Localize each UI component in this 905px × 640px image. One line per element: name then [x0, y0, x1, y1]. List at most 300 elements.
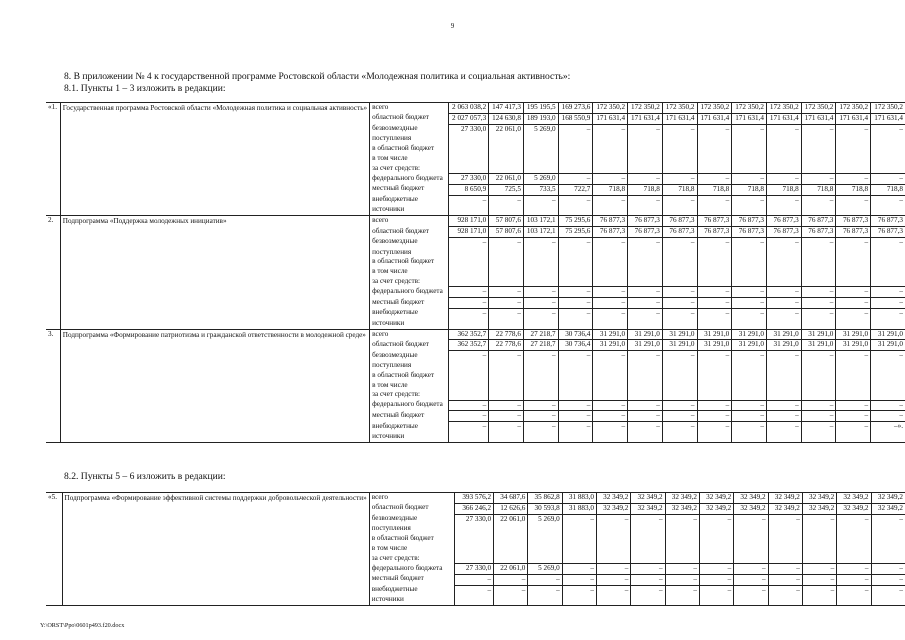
value-cell: –: [662, 422, 697, 432]
empty-cell: [768, 554, 802, 564]
funding-source-label: всего: [370, 329, 449, 340]
value-cell: –».: [871, 422, 905, 432]
empty-cell: [732, 390, 767, 400]
value-cell: 32 349,2: [699, 493, 733, 504]
empty-cell: [489, 381, 524, 391]
value-cell: –: [448, 195, 488, 205]
empty-cell: [662, 361, 697, 371]
value-cell: 22 061,0: [494, 564, 528, 575]
empty-cell: [697, 371, 732, 381]
value-cell: 32 349,2: [631, 493, 665, 504]
empty-cell: [766, 361, 801, 371]
value-cell: 171 631,4: [766, 113, 801, 124]
value-cell: 76 877,3: [593, 216, 628, 227]
empty-cell: [836, 319, 871, 329]
empty-cell: [558, 164, 593, 174]
value-cell: –: [801, 308, 836, 318]
empty-cell: [593, 144, 628, 154]
empty-cell: [558, 371, 593, 381]
funding-source-label: поступления: [370, 361, 449, 371]
value-cell: 76 877,3: [766, 227, 801, 238]
empty-cell: [732, 432, 767, 442]
value-cell: –: [558, 287, 593, 298]
empty-cell: [523, 205, 558, 215]
value-cell: –: [628, 195, 663, 205]
value-cell: 31 291,0: [697, 340, 732, 351]
value-cell: –: [766, 308, 801, 318]
empty-cell: [836, 381, 871, 391]
empty-cell: [455, 544, 494, 554]
value-cell: 32 349,2: [631, 503, 665, 514]
empty-cell: [523, 381, 558, 391]
value-cell: 76 877,3: [732, 227, 767, 238]
empty-cell: [593, 361, 628, 371]
value-cell: 172 350,2: [732, 103, 767, 114]
funding-source-label: областной бюджет: [370, 340, 449, 351]
program-name: Государственная программа Ростовской области «Молодежная политика и социальная активность»: [60, 103, 369, 216]
empty-cell: [628, 432, 663, 442]
value-cell: 147 417,3: [489, 103, 524, 114]
empty-cell: [665, 524, 699, 534]
value-cell: –: [448, 237, 488, 247]
value-cell: –: [801, 124, 836, 134]
value-cell: –: [448, 411, 488, 422]
empty-cell: [662, 381, 697, 391]
value-cell: –: [489, 411, 524, 422]
empty-cell: [801, 267, 836, 277]
value-cell: –: [699, 574, 733, 585]
value-cell: 76 877,3: [801, 227, 836, 238]
value-cell: –: [489, 195, 524, 205]
funding-source-label: в том числе: [370, 267, 449, 277]
empty-cell: [597, 595, 631, 605]
value-cell: –: [562, 514, 596, 524]
empty-cell: [558, 248, 593, 258]
value-cell: 31 291,0: [697, 329, 732, 340]
empty-cell: [523, 390, 558, 400]
value-cell: –: [494, 574, 528, 585]
funding-source-label: местный бюджет: [370, 184, 449, 195]
item-number: 2.: [46, 216, 60, 329]
value-cell: 362 352,7: [448, 329, 488, 340]
empty-cell: [448, 361, 488, 371]
value-cell: 32 349,2: [837, 503, 871, 514]
value-cell: –: [734, 574, 768, 585]
funding-source-label: поступления: [369, 524, 454, 534]
empty-cell: [662, 134, 697, 144]
empty-cell: [631, 534, 665, 544]
empty-cell: [597, 554, 631, 564]
empty-cell: [558, 432, 593, 442]
value-cell: 76 877,3: [628, 227, 663, 238]
empty-cell: [523, 154, 558, 164]
value-cell: –: [801, 422, 836, 432]
value-cell: –: [836, 287, 871, 298]
value-cell: –: [802, 514, 836, 524]
value-cell: 22 061,0: [494, 514, 528, 524]
value-cell: 30 736,4: [558, 329, 593, 340]
table-row: [46, 329, 905, 340]
value-cell: –: [455, 585, 494, 595]
empty-cell: [523, 371, 558, 381]
value-cell: 8 650,9: [448, 184, 488, 195]
value-cell: –: [628, 237, 663, 247]
value-cell: –: [455, 574, 494, 585]
empty-cell: [455, 554, 494, 564]
empty-cell: [448, 319, 488, 329]
value-cell: –: [871, 308, 905, 318]
value-cell: –: [662, 351, 697, 361]
empty-cell: [766, 144, 801, 154]
empty-cell: [628, 257, 663, 267]
value-cell: 31 291,0: [836, 340, 871, 351]
value-cell: –: [836, 411, 871, 422]
empty-cell: [801, 248, 836, 258]
value-cell: –: [837, 514, 871, 524]
value-cell: –: [489, 351, 524, 361]
value-cell: 31 883,0: [562, 503, 596, 514]
empty-cell: [836, 257, 871, 267]
value-cell: –: [837, 574, 871, 585]
empty-cell: [528, 554, 562, 564]
value-cell: –: [697, 400, 732, 411]
empty-cell: [628, 248, 663, 258]
value-cell: –: [766, 400, 801, 411]
empty-cell: [523, 277, 558, 287]
value-cell: 172 350,2: [697, 103, 732, 114]
value-cell: 172 350,2: [662, 103, 697, 114]
empty-cell: [766, 381, 801, 391]
empty-cell: [732, 154, 767, 164]
funding-source-label: поступления: [370, 134, 449, 144]
value-cell: –: [558, 195, 593, 205]
value-cell: –: [662, 400, 697, 411]
value-cell: 103 172,1: [523, 227, 558, 238]
empty-cell: [494, 534, 528, 544]
empty-cell: [697, 361, 732, 371]
subsection-8-1: 8.1. Пункты 1 – 3 изложить в редакции:: [64, 83, 226, 94]
value-cell: 31 291,0: [628, 329, 663, 340]
section-heading: 8. В приложении № 4 к государственной программе Ростовской области «Молодежная политика и социальная активность»:: [64, 71, 571, 82]
value-cell: 103 172,1: [523, 216, 558, 227]
empty-cell: [801, 432, 836, 442]
empty-cell: [801, 205, 836, 215]
value-cell: 32 349,2: [597, 493, 631, 504]
value-cell: –: [871, 514, 905, 524]
empty-cell: [766, 319, 801, 329]
empty-cell: [697, 432, 732, 442]
value-cell: –: [558, 174, 593, 185]
value-cell: 124 630,8: [489, 113, 524, 124]
empty-cell: [628, 164, 663, 174]
value-cell: –: [489, 308, 524, 318]
value-cell: 5 269,0: [528, 514, 562, 524]
value-cell: 75 295,6: [558, 216, 593, 227]
empty-cell: [628, 381, 663, 391]
empty-cell: [558, 154, 593, 164]
funding-source-label: местный бюджет: [369, 574, 454, 585]
funding-source-label: источники: [370, 205, 449, 215]
value-cell: –: [558, 411, 593, 422]
value-cell: –: [628, 174, 663, 185]
value-cell: –: [871, 174, 905, 185]
value-cell: –: [523, 422, 558, 432]
value-cell: –: [665, 585, 699, 595]
empty-cell: [871, 534, 905, 544]
value-cell: –: [837, 564, 871, 575]
empty-cell: [836, 205, 871, 215]
empty-cell: [662, 432, 697, 442]
empty-cell: [489, 267, 524, 277]
empty-cell: [494, 554, 528, 564]
empty-cell: [489, 154, 524, 164]
item-number: 3.: [46, 329, 60, 442]
empty-cell: [836, 267, 871, 277]
empty-cell: [523, 319, 558, 329]
budget-table-items-5-6: [46, 492, 905, 606]
empty-cell: [697, 390, 732, 400]
empty-cell: [631, 544, 665, 554]
empty-cell: [801, 390, 836, 400]
funding-source-label: источники: [369, 595, 454, 605]
empty-cell: [871, 205, 905, 215]
empty-cell: [836, 432, 871, 442]
value-cell: –: [628, 351, 663, 361]
value-cell: –: [697, 308, 732, 318]
value-cell: 189 193,0: [523, 113, 558, 124]
empty-cell: [732, 277, 767, 287]
value-cell: –: [871, 400, 905, 411]
value-cell: –: [732, 124, 767, 134]
empty-cell: [732, 361, 767, 371]
empty-cell: [528, 544, 562, 554]
empty-cell: [766, 267, 801, 277]
empty-cell: [489, 248, 524, 258]
value-cell: –: [528, 585, 562, 595]
value-cell: –: [802, 564, 836, 575]
empty-cell: [455, 524, 494, 534]
value-cell: 34 687,6: [494, 493, 528, 504]
value-cell: –: [871, 124, 905, 134]
empty-cell: [871, 267, 905, 277]
value-cell: –: [523, 400, 558, 411]
value-cell: 76 877,3: [836, 227, 871, 238]
empty-cell: [871, 361, 905, 371]
empty-cell: [455, 534, 494, 544]
table-row: [46, 216, 905, 227]
empty-cell: [766, 154, 801, 164]
value-cell: –: [766, 411, 801, 422]
value-cell: 928 171,0: [448, 216, 488, 227]
empty-cell: [562, 524, 596, 534]
empty-cell: [802, 554, 836, 564]
subsection-8-2: 8.2. Пункты 5 – 6 изложить в редакции:: [64, 471, 226, 482]
value-cell: –: [732, 422, 767, 432]
empty-cell: [489, 319, 524, 329]
funding-source-label: внебюджетные: [369, 585, 454, 595]
value-cell: –: [562, 585, 596, 595]
empty-cell: [489, 361, 524, 371]
empty-cell: [489, 257, 524, 267]
value-cell: –: [593, 351, 628, 361]
empty-cell: [871, 257, 905, 267]
empty-cell: [802, 534, 836, 544]
value-cell: 32 349,2: [768, 503, 802, 514]
empty-cell: [662, 267, 697, 277]
empty-cell: [836, 144, 871, 154]
empty-cell: [628, 371, 663, 381]
value-cell: –: [802, 585, 836, 595]
empty-cell: [448, 205, 488, 215]
value-cell: –: [562, 574, 596, 585]
empty-cell: [768, 534, 802, 544]
empty-cell: [448, 432, 488, 442]
empty-cell: [665, 534, 699, 544]
empty-cell: [593, 267, 628, 277]
value-cell: –: [665, 564, 699, 575]
empty-cell: [448, 390, 488, 400]
empty-cell: [697, 154, 732, 164]
value-cell: 76 877,3: [593, 227, 628, 238]
value-cell: –: [871, 287, 905, 298]
empty-cell: [558, 361, 593, 371]
empty-cell: [871, 154, 905, 164]
value-cell: –: [631, 514, 665, 524]
empty-cell: [628, 361, 663, 371]
empty-cell: [489, 432, 524, 442]
value-cell: –: [631, 574, 665, 585]
value-cell: –: [871, 574, 905, 585]
empty-cell: [597, 544, 631, 554]
value-cell: 76 877,3: [732, 216, 767, 227]
empty-cell: [766, 164, 801, 174]
empty-cell: [558, 381, 593, 391]
value-cell: –: [593, 174, 628, 185]
funding-source-label: за счет средств:: [370, 164, 449, 174]
value-cell: 76 877,3: [697, 227, 732, 238]
value-cell: –: [662, 411, 697, 422]
value-cell: 32 349,2: [665, 503, 699, 514]
value-cell: –: [732, 351, 767, 361]
empty-cell: [631, 554, 665, 564]
empty-cell: [732, 257, 767, 267]
empty-cell: [528, 534, 562, 544]
empty-cell: [766, 248, 801, 258]
value-cell: 27 218,7: [523, 340, 558, 351]
funding-source-label: за счет средств:: [370, 277, 449, 287]
value-cell: –: [628, 124, 663, 134]
value-cell: –: [871, 411, 905, 422]
empty-cell: [697, 381, 732, 391]
value-cell: 31 291,0: [766, 329, 801, 340]
value-cell: 718,8: [801, 184, 836, 195]
empty-cell: [523, 134, 558, 144]
empty-cell: [662, 277, 697, 287]
value-cell: 718,8: [628, 184, 663, 195]
value-cell: 5 269,0: [523, 124, 558, 134]
empty-cell: [523, 248, 558, 258]
funding-source-label: внебюджетные: [370, 195, 449, 205]
value-cell: –: [837, 585, 871, 595]
value-cell: –: [697, 287, 732, 298]
value-cell: 22 061,0: [489, 124, 524, 134]
empty-cell: [558, 319, 593, 329]
empty-cell: [697, 205, 732, 215]
empty-cell: [836, 277, 871, 287]
funding-source-label: источники: [370, 432, 449, 442]
funding-source-label: за счет средств:: [370, 390, 449, 400]
empty-cell: [558, 134, 593, 144]
page-number: 9: [450, 22, 455, 30]
value-cell: –: [489, 400, 524, 411]
value-cell: –: [523, 411, 558, 422]
empty-cell: [523, 432, 558, 442]
empty-cell: [562, 595, 596, 605]
empty-cell: [628, 134, 663, 144]
item-number: «5.: [46, 493, 62, 606]
value-cell: –: [871, 585, 905, 595]
value-cell: 32 349,2: [768, 493, 802, 504]
empty-cell: [489, 371, 524, 381]
value-cell: –: [836, 351, 871, 361]
empty-cell: [562, 554, 596, 564]
value-cell: –: [732, 237, 767, 247]
value-cell: –: [732, 287, 767, 298]
value-cell: 76 877,3: [662, 227, 697, 238]
value-cell: 195 195,5: [523, 103, 558, 114]
empty-cell: [768, 544, 802, 554]
value-cell: 32 349,2: [699, 503, 733, 514]
empty-cell: [871, 144, 905, 154]
value-cell: –: [523, 351, 558, 361]
value-cell: 718,8: [836, 184, 871, 195]
value-cell: 31 291,0: [593, 329, 628, 340]
empty-cell: [871, 134, 905, 144]
empty-cell: [662, 371, 697, 381]
value-cell: –: [597, 514, 631, 524]
value-cell: 172 350,2: [766, 103, 801, 114]
empty-cell: [697, 144, 732, 154]
value-cell: –: [766, 174, 801, 185]
value-cell: –: [523, 237, 558, 247]
funding-source-label: безвозмездные: [369, 514, 454, 524]
value-cell: –: [732, 195, 767, 205]
value-cell: –: [836, 422, 871, 432]
value-cell: –: [597, 564, 631, 575]
empty-cell: [494, 544, 528, 554]
funding-source-label: федерального бюджета: [370, 287, 449, 298]
empty-cell: [766, 390, 801, 400]
funding-source-label: в том числе: [370, 381, 449, 391]
value-cell: –: [562, 564, 596, 575]
value-cell: 32 349,2: [665, 493, 699, 504]
value-cell: 2 027 057,3: [448, 113, 488, 124]
value-cell: –: [448, 351, 488, 361]
empty-cell: [837, 524, 871, 534]
empty-cell: [699, 524, 733, 534]
empty-cell: [732, 248, 767, 258]
value-cell: 31 291,0: [732, 329, 767, 340]
empty-cell: [628, 267, 663, 277]
value-cell: 171 631,4: [628, 113, 663, 124]
funding-source-label: местный бюджет: [370, 298, 449, 309]
value-cell: –: [734, 585, 768, 595]
empty-cell: [523, 267, 558, 277]
program-name: Подпрограмма «Формирование эффективной системы поддержки добровольческой деятельности»: [62, 493, 369, 606]
value-cell: 725,5: [489, 184, 524, 195]
value-cell: –: [836, 124, 871, 134]
value-cell: –: [836, 174, 871, 185]
